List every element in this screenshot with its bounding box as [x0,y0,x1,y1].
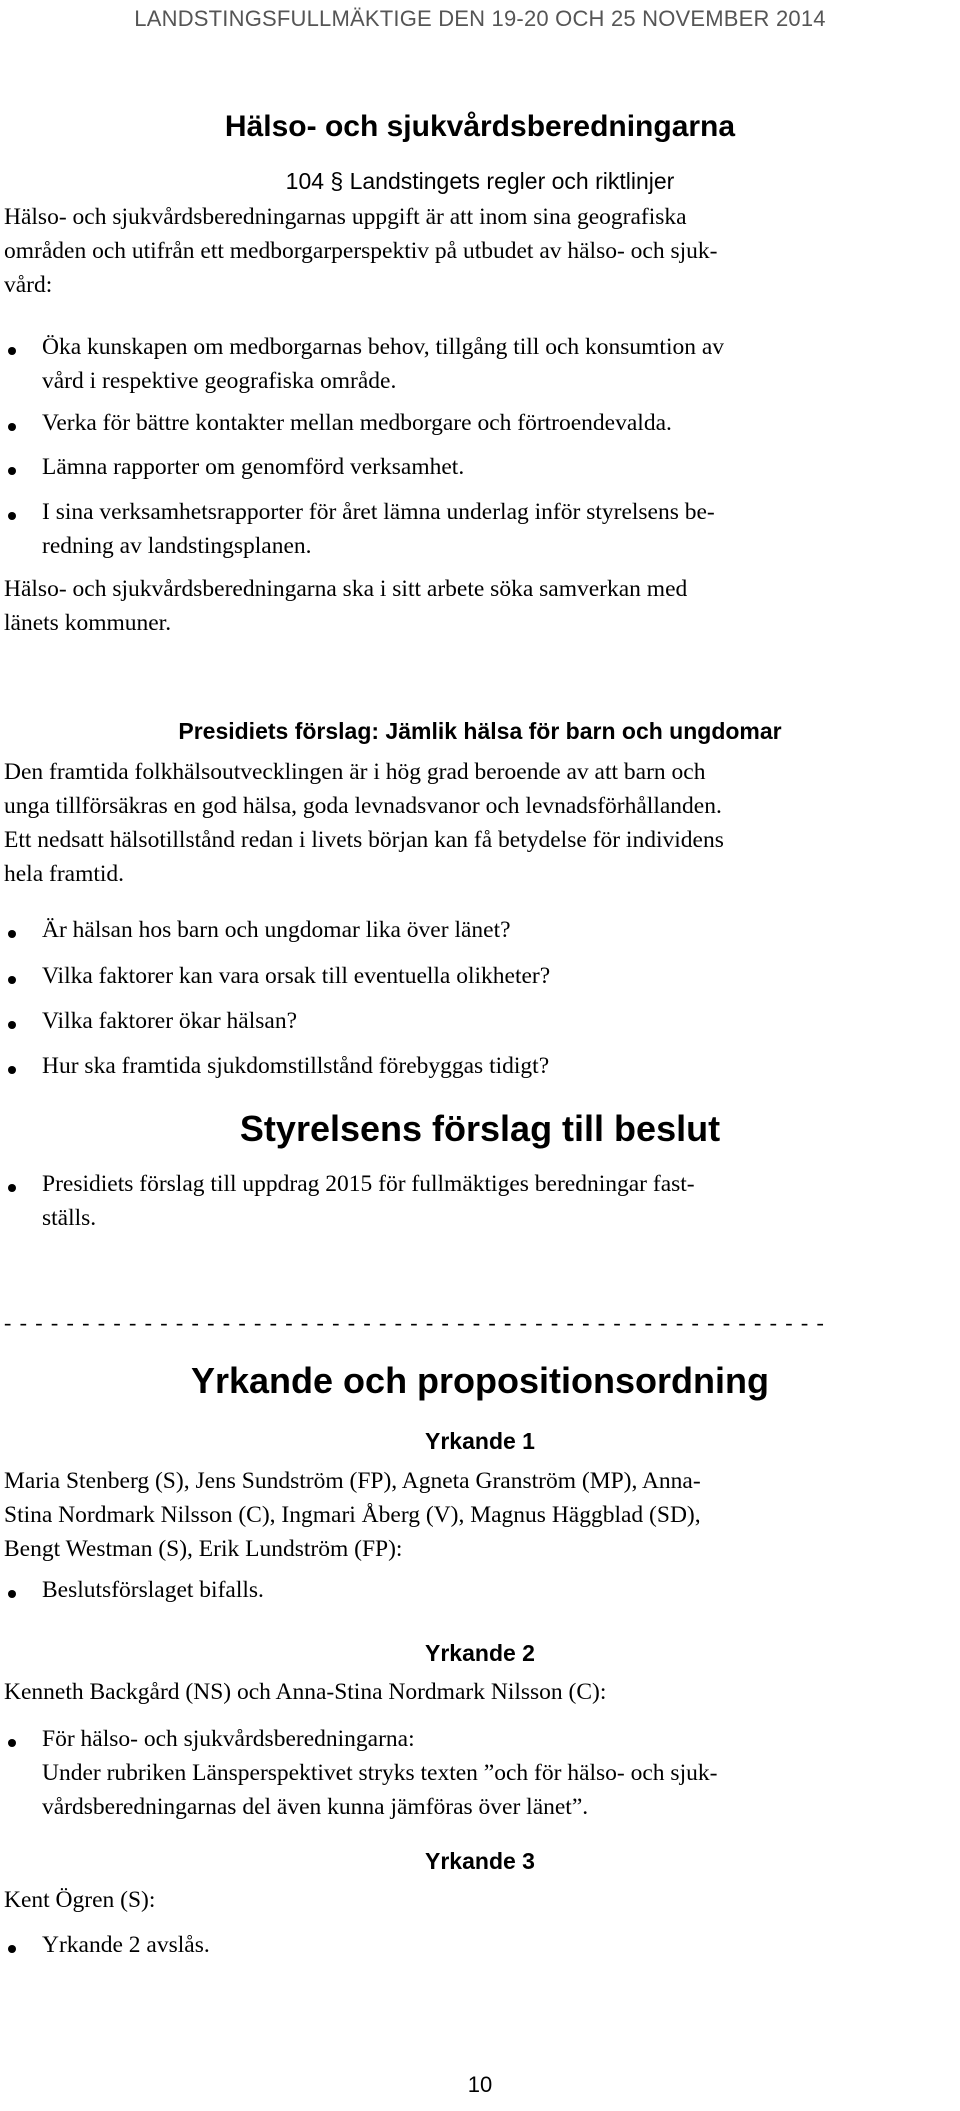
presidiets-forslag-heading: Presidiets förslag: Jämlik hälsa för barn och ungdomar [178,718,782,744]
list-item [42,1167,912,1235]
text-line: Öka kunskapen om medborgarnas behov, tillgång till och konsumtion av [42,334,725,360]
bullet-icon [8,467,16,475]
bullet-icon [8,1945,16,1953]
bullet-icon [8,1066,16,1074]
text-line: vård: [4,272,53,298]
yrkande-3-heading: Yrkande 3 [425,1848,535,1874]
text-line: I sina verksamhetsrapporter för året lämna underlag inför styrelsens be- [42,499,715,525]
text-line: vård i respektive geografiska område. [42,368,397,394]
styrelsens-forslag-heading: Styrelsens förslag till beslut [239,1108,721,1149]
yrkande-heading: Yrkande och propositionsordning [190,1360,770,1401]
text-line: Lämna rapporter om genomförd verksamhet. [42,454,465,480]
text-line: vårdsberedningarnas del även kunna jämföras över länet”. [42,1794,589,1820]
bullet-icon [8,1590,16,1598]
text-line: redning av landstingsplanen. [42,533,312,559]
intro-paragraph [4,200,904,302]
text-line: Maria Stenberg (S), Jens Sundström (FP), Agneta Granström (MP), Anna- [4,1468,701,1494]
text-line: För hälso- och sjukvårdsberedningarna: [42,1726,415,1752]
text-line: Den framtida folkhälsoutvecklingen är i hög grad beroende av att barn och [4,759,706,785]
yrkande-3-paragraph: Kent Ögren (S): [4,1887,156,1913]
bullet-icon [8,1021,16,1029]
yrkande-2-paragraph: Kenneth Backgård (NS) och Anna-Stina Nordmark Nilsson (C): [4,1679,607,1705]
list-item [42,450,912,484]
list-item [42,406,912,440]
text-line: Presidiets förslag till uppdrag 2015 för fullmäktiges beredningar fast- [42,1171,695,1197]
text-line: Hälso- och sjukvårdsberedningarna ska i sitt arbete söka samverkan med [4,576,688,602]
text-line: Bengt Westman (S), Erik Lundström (FP): [4,1536,403,1562]
bullet-icon [8,423,16,431]
text-line: länets kommuner. [4,610,172,636]
yrkande-2-heading: Yrkande 2 [425,1640,535,1666]
page-header: LANDSTINGSFULLMÄKTIGE DEN 19-20 OCH 25 NOVEMBER 2014 [134,6,826,31]
list-item: Är hälsan hos barn och ungdomar lika över länet? [42,917,511,943]
list-item: Hur ska framtida sjukdomstillstånd förebyggas tidigt? [42,1053,550,1079]
text-line: Stina Nordmark Nilsson (C), Ingmari Åberg (V), Magnus Häggblad (SD), [4,1502,701,1528]
page-number: 10 [467,2072,493,2097]
list-item [42,495,912,563]
section-title-beredningarna: Hälso- och sjukvårdsberedningarna [224,110,736,143]
list-item [42,1722,912,1824]
list-item: Vilka faktorer ökar hälsan? [42,1008,298,1034]
text-line: ställs. [42,1205,97,1231]
list-item: Vilka faktorer kan vara orsak till eventuella olikheter? [42,963,551,989]
presidiets-paragraph [4,755,904,891]
bullet-icon [8,976,16,984]
text-line: unga tillförsäkras en god hälsa, goda levnadsvanor och levnadsförhållanden. [4,793,722,819]
text-line: hela framtid. [4,861,125,887]
bullet-icon [8,512,16,520]
dashed-divider: - - - - - - - - - - - - - - - - - - - - - - - - - - - - - - - - - - - - - - - - - - - - - - - - - - - - - [4,1310,826,1335]
yrkande-1-paragraph [4,1464,904,1566]
text-line: Under rubriken Länsperspektivet stryks texten ”och för hälso- och sjuk- [42,1760,718,1786]
yrkande-1-heading: Yrkande 1 [425,1428,535,1454]
bullet-icon [8,1739,16,1747]
text-line: områden och utifrån ett medborgarperspektiv på utbudet av hälso- och sjuk- [4,238,718,264]
bullet-icon [8,1184,16,1192]
text-line: Ett nedsatt hälsotillstånd redan i livets början kan få betydelse för individens [4,827,724,853]
bullet-icon [8,347,16,355]
text-line: Verka för bättre kontakter mellan medborgare och förtroendevalda. [42,410,672,436]
closing-paragraph [4,572,904,640]
section-subtitle: 104 § Landstingets regler och riktlinjer [285,168,675,194]
list-item: Yrkande 2 avslås. [42,1932,210,1958]
list-item [42,330,912,398]
bullet-icon [8,930,16,938]
list-item: Beslutsförslaget bifalls. [42,1577,264,1603]
text-line: Hälso- och sjukvårdsberedningarnas uppgift är att inom sina geografiska [4,204,687,230]
